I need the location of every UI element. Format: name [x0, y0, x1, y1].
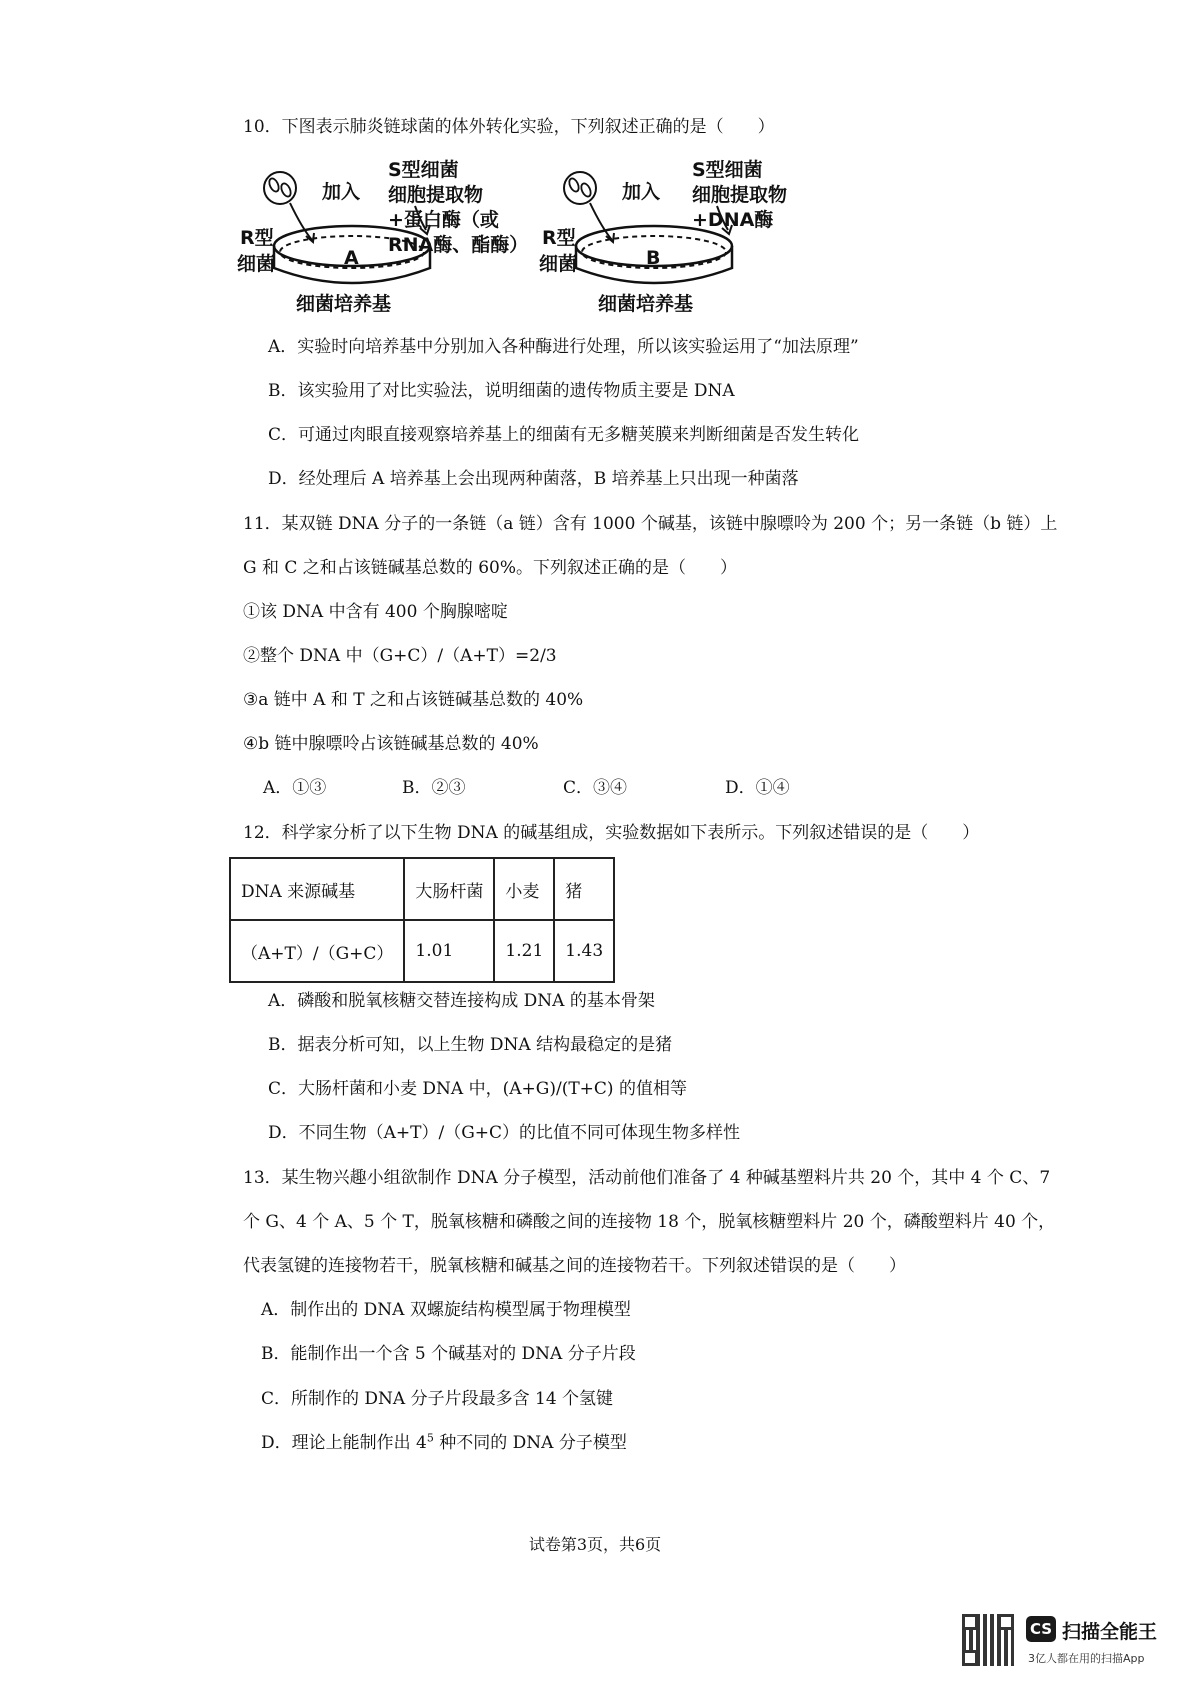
table-header-cell: 大肠杆菌 — [404, 858, 494, 920]
diagram-a-dish-letter: A — [344, 247, 359, 269]
q11-statement-4: ④b 链中腺嘌呤占该链碱基总数的 40% — [243, 734, 539, 754]
q11-option-a: A．①③ — [263, 778, 327, 798]
diagram-b-dish-letter: B — [646, 247, 661, 269]
table-cell: 1.01 — [404, 920, 494, 982]
q10-option-d: D．经处理后 A 培养基上会出现两种菌落，B 培养基上只出现一种菌落 — [268, 469, 799, 489]
diagram-a-add-label: 加入 — [322, 181, 361, 203]
cs-logo — [1026, 1616, 1056, 1642]
q11-option-d: D．①④ — [725, 778, 790, 798]
table-header-row — [230, 858, 614, 920]
table-header-cell: 小麦 — [494, 858, 554, 920]
diagram-b-extract-3: +DNA酶 — [692, 209, 774, 231]
diagram-b-extract-1: S型细菌 — [692, 159, 763, 181]
cs-logo-text: CS — [1029, 1620, 1053, 1638]
q13-option-d-exponent: 5 — [426, 1431, 434, 1445]
watermark-tagline: 3亿人都在用的扫描App — [1028, 1652, 1145, 1665]
diagram-a-r-label-2: 细菌 — [237, 253, 276, 275]
table-cell: 1.43 — [554, 920, 614, 982]
q12-option-b: B．据表分析可知，以上生物 DNA 结构最稳定的是猪 — [268, 1035, 673, 1055]
q11-stem-1: 11．某双链 DNA 分子的一条链（a 链）含有 1000 个碱基，该链中腺嘌呤为 200 个；另一条链（b 链）上 — [243, 514, 1058, 534]
q12-option-a: A．磷酸和脱氧核糖交替连接构成 DNA 的基本骨架 — [268, 991, 655, 1011]
watermark-app-name: 扫描全能王 — [1062, 1621, 1158, 1643]
table-header-cell: 猪 — [554, 858, 614, 920]
q10-option-b: B．该实验用了对比实验法，说明细菌的遗传物质主要是 DNA — [268, 381, 735, 401]
q10-stem: 10．下图表示肺炎链球菌的体外转化实验，下列叙述正确的是（ ） — [243, 117, 775, 137]
q11-stem-2: G 和 C 之和占该链碱基总数的 60%。下列叙述正确的是（ ） — [243, 558, 737, 578]
diagram-a-extract-2: 细胞提取物 — [388, 184, 484, 206]
q13-stem-1: 13．某生物兴趣小组欲制作 DNA 分子模型，活动前他们准备了 4 种碱基塑料片共 20 个，其中 4 个 C、7 — [243, 1168, 1051, 1188]
q11-option-c: C．③④ — [563, 778, 628, 798]
diagram-a-extract-1: S型细菌 — [388, 159, 459, 181]
q11-statement-2: ②整个 DNA 中（G+C）/（A+T）=2/3 — [243, 646, 557, 666]
q10-option-a: A．实验时向培养基中分别加入各种酶进行处理，所以该实验运用了“加法原理” — [268, 337, 859, 357]
diagram-b-r-label-2: 细菌 — [539, 253, 578, 275]
q13-option-d — [261, 1432, 627, 1454]
diagram-b-add-label: 加入 — [622, 181, 661, 203]
table-cell: 1.21 — [494, 920, 554, 982]
q13-option-a: A．制作出的 DNA 双螺旋结构模型属于物理模型 — [261, 1300, 631, 1320]
bacteria-cell-icon — [564, 172, 596, 204]
q10-option-c: C．可通过肉眼直接观察培养基上的细菌有无多糖荚膜来判断细菌是否发生转化 — [268, 425, 860, 445]
table-row — [230, 920, 614, 982]
diagram-b-caption: 细菌培养基 — [598, 293, 694, 315]
diagram-a-r-label-1: R型 — [240, 227, 274, 249]
q13-stem-2: 个 G、4 个 A、5 个 T，脱氧核糖和磷酸之间的连接物 18 个，脱氧核糖塑料片 20 个，磷酸塑料片 40 个， — [243, 1212, 1056, 1232]
q12-option-c: C．大肠杆菌和小麦 DNA 中，(A+G)/(T+C) 的值相等 — [268, 1079, 687, 1099]
diagram-a-extract-4: RNA酶、酯酶） — [388, 234, 529, 256]
qr-code-icon — [962, 1614, 1014, 1666]
diagram-b-r-label-1: R型 — [542, 227, 576, 249]
q11-statement-3: ③a 链中 A 和 T 之和占该链碱基总数的 40% — [243, 690, 584, 710]
page-footer: 试卷第3页，共6页 — [528, 1535, 662, 1554]
table-cell: （A+T）/（G+C） — [230, 920, 404, 982]
q13-option-b: B．能制作出一个含 5 个碱基对的 DNA 分子片段 — [261, 1344, 636, 1364]
q13-option-d-text-end: 种不同的 DNA 分子模型 — [433, 1433, 627, 1453]
q13-option-d-text: D．理论上能制作出 4 — [261, 1433, 427, 1453]
diagram-b-extract-2: 细胞提取物 — [692, 184, 788, 206]
q11-statement-1: ①该 DNA 中含有 400 个胸腺嘧啶 — [243, 602, 508, 622]
q12-stem: 12．科学家分析了以下生物 DNA 的碱基组成，实验数据如下表所示。下列叙述错误的是（ ） — [243, 823, 980, 843]
q13-stem-3: 代表氢键的连接物若干，脱氧核糖和碱基之间的连接物若干。下列叙述错误的是（ ） — [243, 1256, 906, 1276]
diagram-a-extract-3: +蛋白酶（或 — [388, 209, 499, 231]
q12-option-d: D．不同生物（A+T）/（G+C）的比值不同可体现生物多样性 — [268, 1123, 741, 1143]
q11-option-b: B．②③ — [402, 778, 466, 798]
bacteria-cell-icon — [264, 172, 296, 204]
table-header-cell: DNA 来源碱基 — [230, 858, 404, 920]
base-composition-table — [229, 857, 615, 983]
q13-option-c: C．所制作的 DNA 分子片段最多含 14 个氢键 — [261, 1389, 614, 1409]
diagram-a-caption: 细菌培养基 — [296, 293, 392, 315]
